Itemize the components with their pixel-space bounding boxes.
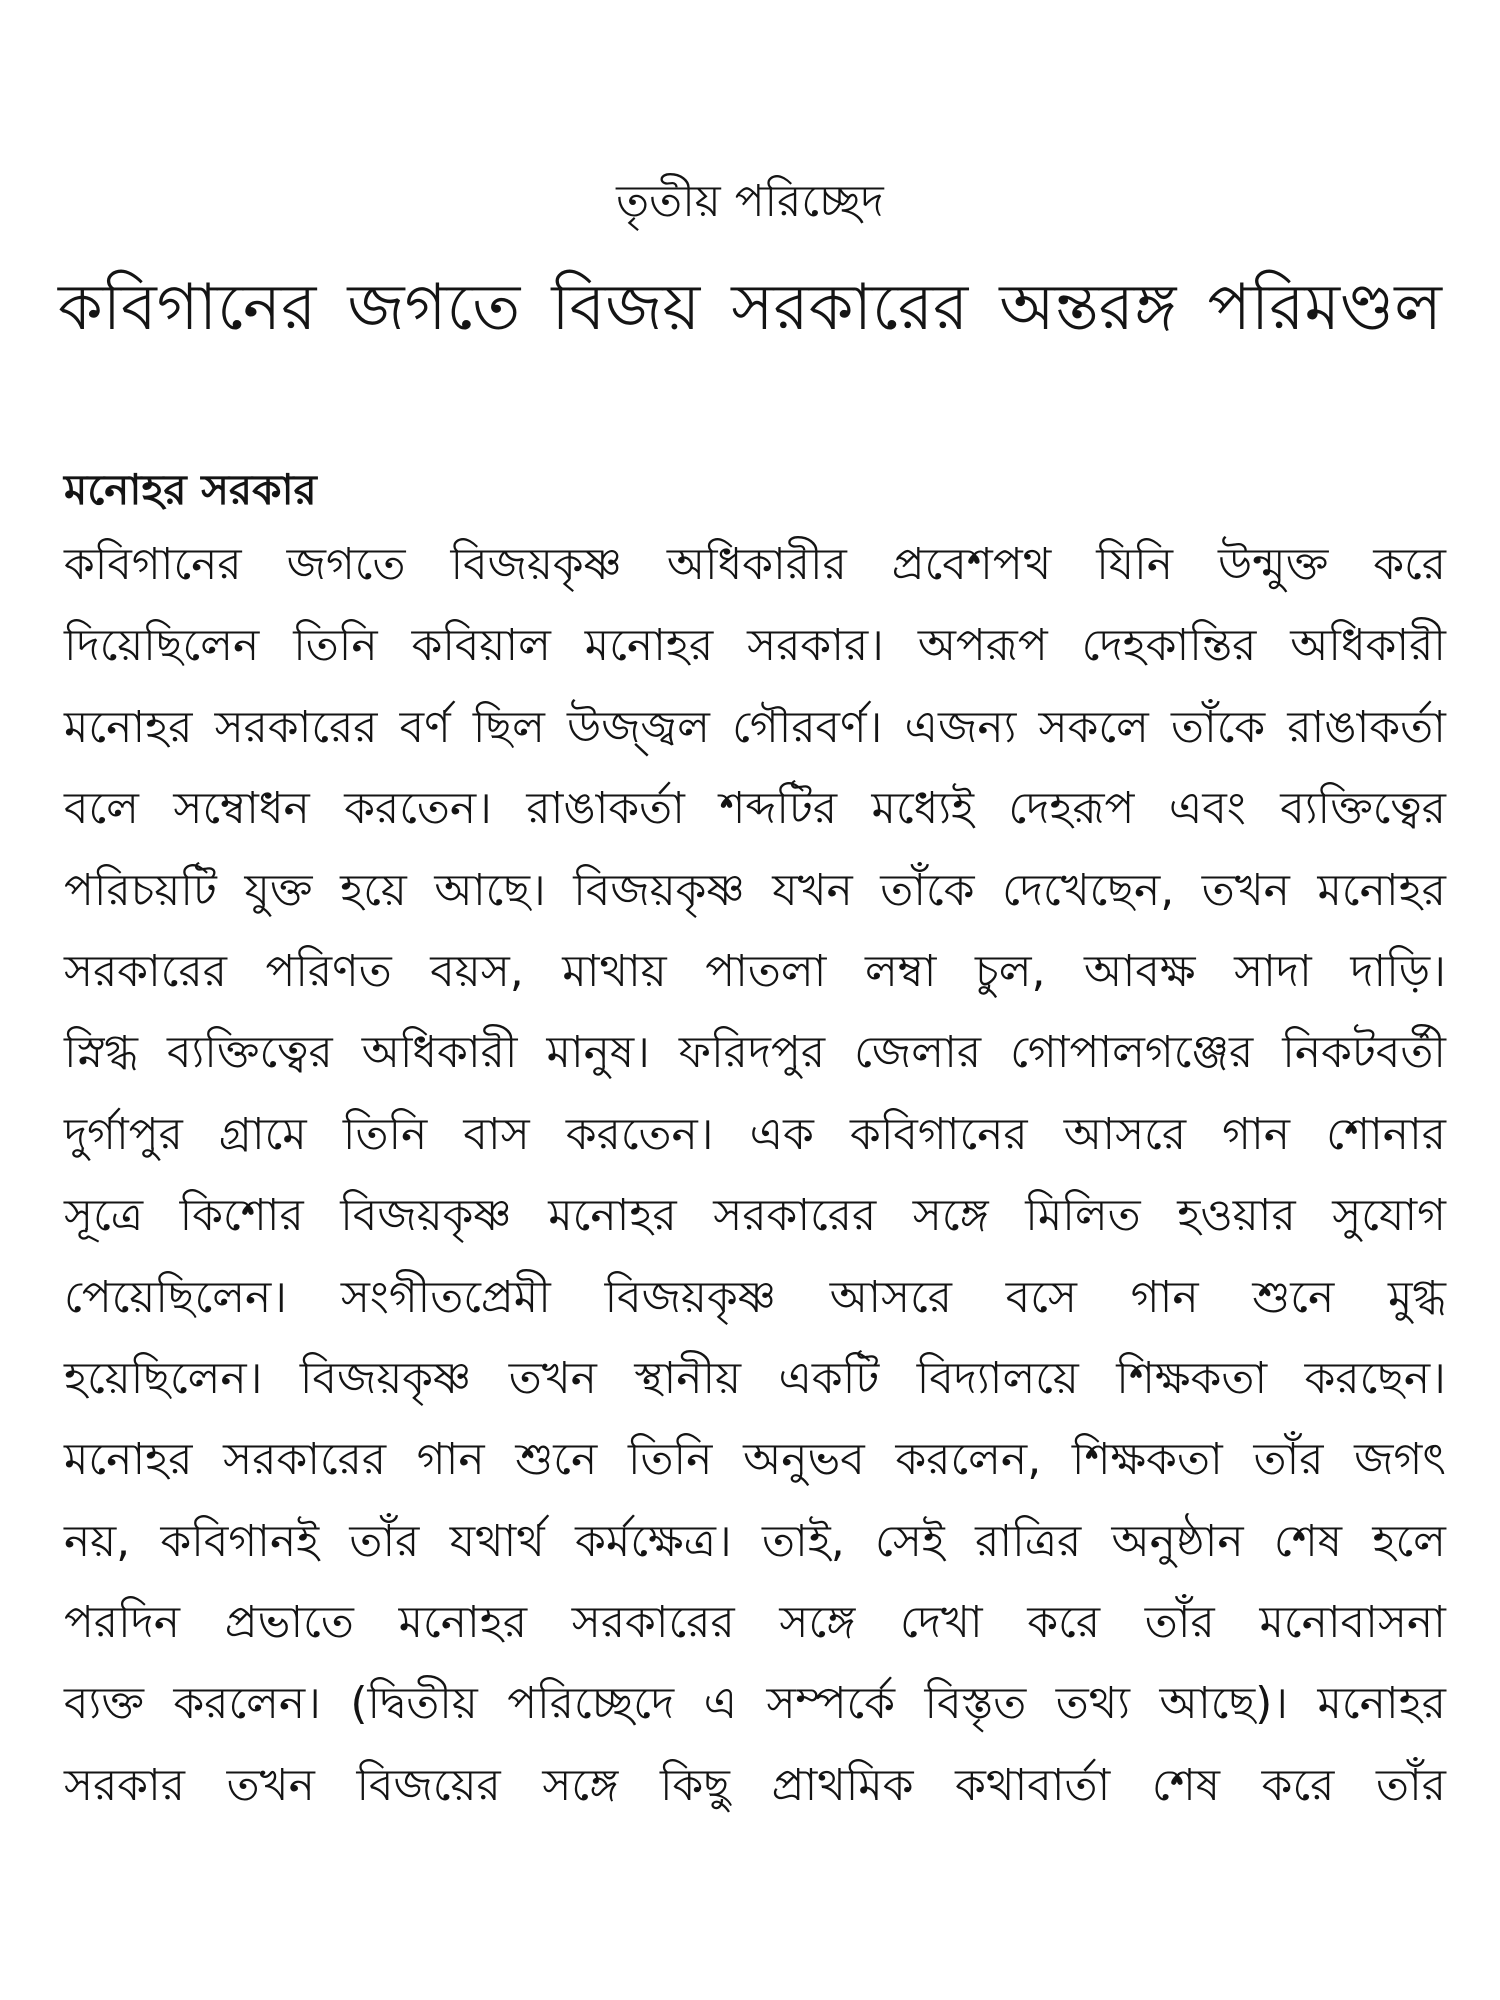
word: যুক্ত	[244, 864, 313, 916]
word: বিজয়কৃষ্ণ	[573, 864, 745, 916]
word: সঙ্গে	[542, 1759, 619, 1811]
word: স্নিগ্ধ	[64, 1027, 138, 1079]
word: শুনে	[1252, 1271, 1335, 1323]
word: মনোহর	[398, 1597, 528, 1649]
word: আছে।	[434, 864, 546, 916]
word: সরকার	[64, 1759, 186, 1811]
word: যথার্থ	[449, 1515, 545, 1567]
word: তাঁকে	[1170, 701, 1266, 753]
word: হয়েছিলেন।	[64, 1352, 263, 1404]
body-line	[64, 687, 1446, 768]
word: কবিগানের	[64, 539, 242, 590]
word: প্রাথমিক	[771, 1759, 914, 1811]
word: দেখেছেন,	[1002, 864, 1175, 916]
word: কিছু	[659, 1759, 730, 1811]
word: মনোহর	[64, 701, 193, 753]
word: হওয়ার	[1177, 1190, 1296, 1242]
word: তখন	[508, 1352, 597, 1404]
word: শেষ	[1151, 1759, 1221, 1811]
word: সেই	[875, 1515, 945, 1567]
body-line	[64, 931, 1446, 1012]
word: পরিণত	[265, 945, 392, 997]
word: করতেন।	[344, 783, 492, 835]
word: গ্রামে	[218, 1108, 307, 1160]
word: মিলিত	[1025, 1190, 1141, 1242]
word: গোপালগঞ্জের	[1010, 1027, 1254, 1079]
word: দেহকান্তির	[1081, 620, 1257, 672]
word: আসরে	[829, 1271, 952, 1323]
word: একটি	[778, 1352, 880, 1404]
word: সরকারের	[64, 945, 227, 997]
word: বসে	[1005, 1271, 1078, 1323]
word: নয়,	[64, 1515, 131, 1567]
word: রাঙাকর্তা	[526, 783, 685, 835]
word: সরকারের	[223, 1434, 387, 1486]
word: করে	[1027, 1597, 1101, 1649]
word: কবিগানের	[850, 1108, 1028, 1160]
word: মনোহর	[1317, 864, 1446, 916]
word: এক	[749, 1108, 814, 1160]
word: বিজয়কৃষ্ণ	[604, 1271, 776, 1323]
word: বিজয়কৃষ্ণ	[340, 1190, 512, 1242]
word: সঙ্গে	[779, 1597, 856, 1649]
word: বর্ণ	[399, 701, 451, 753]
word: অধিকারী	[361, 1027, 518, 1079]
word: তিনি	[293, 620, 378, 672]
word: সরকারের	[571, 1597, 735, 1649]
word: মুগ্ধ	[1388, 1271, 1446, 1323]
word: ফরিদপুর	[678, 1027, 826, 1079]
word: স্থানীয়	[634, 1352, 741, 1404]
word: সরকারের	[731, 271, 969, 345]
word: ছিল	[472, 701, 545, 753]
word: কিশোর	[179, 1190, 304, 1242]
word: আছে)।	[1159, 1678, 1289, 1730]
word: প্রবেশপথ	[891, 539, 1052, 590]
word: এজন্য	[904, 701, 1017, 753]
word: সরকারের	[214, 701, 378, 753]
word: ব্যক্তিত্বের	[166, 1027, 333, 1079]
word: বিদ্যালয়ে	[916, 1352, 1079, 1404]
word: করছেন।	[1304, 1352, 1446, 1404]
word: সরকার।	[747, 620, 884, 672]
word: লম্বা	[864, 945, 937, 997]
word: জগৎ	[1354, 1434, 1446, 1486]
word: বিজয়ের	[356, 1759, 501, 1811]
word: যখন	[772, 864, 853, 916]
word: মনোহর	[1317, 1678, 1446, 1730]
word: অপরূপ	[917, 620, 1048, 672]
word: বয়স,	[430, 945, 524, 997]
section-heading: মনোহর সরকার	[64, 465, 317, 514]
word: যিনি	[1096, 539, 1173, 590]
word: পাতলা	[705, 945, 827, 997]
body-line	[64, 1501, 1446, 1582]
chapter-label: তৃতীয় পরিচ্ছেদ	[616, 176, 884, 227]
word: শুনে	[515, 1434, 598, 1486]
word: গান	[1130, 1271, 1199, 1323]
word: তাই,	[762, 1515, 845, 1567]
word: পরিচ্ছেদে	[507, 1678, 675, 1730]
word: গান	[1222, 1108, 1291, 1160]
word: ব্যক্ত	[64, 1678, 144, 1730]
word: উজ্জ্বল	[567, 701, 710, 753]
word: কর্মক্ষেত্র।	[575, 1515, 732, 1567]
word: অধিকারী	[1290, 620, 1446, 672]
word: সরকারের	[713, 1190, 877, 1242]
word: প্রভাতে	[224, 1597, 354, 1649]
body-line	[64, 1257, 1446, 1338]
word: জগতে	[286, 539, 406, 590]
word: পরিমণ্ডল	[1207, 271, 1442, 345]
word: শিক্ষকতা	[1116, 1352, 1268, 1404]
body-line	[64, 1175, 1446, 1256]
word: কথাবার্তা	[955, 1759, 1111, 1811]
word: তথ্য	[1055, 1678, 1130, 1730]
body-line	[64, 605, 1446, 686]
word: জেলার	[854, 1027, 982, 1079]
word: রাঙাকর্তা	[1287, 701, 1446, 753]
word: তিনি	[342, 1108, 428, 1160]
word: তাঁর	[1375, 1759, 1446, 1811]
word: তাঁর	[1144, 1597, 1215, 1649]
word: তাঁর	[1253, 1434, 1324, 1486]
word: জগতে	[347, 271, 521, 345]
word: সম্পর্কে	[766, 1678, 896, 1730]
word: শব্দটির	[719, 783, 838, 835]
word: করলেন,	[895, 1434, 1042, 1486]
word: বিজয়	[551, 271, 701, 345]
word: মনোহর	[64, 1434, 193, 1486]
word: বিস্তৃত	[924, 1678, 1027, 1730]
word: বলে	[64, 783, 139, 835]
word: আবক্ষ	[1084, 945, 1196, 997]
word: তাঁর	[349, 1515, 420, 1567]
word: দুর্গাপুর	[64, 1108, 183, 1160]
word: গান	[416, 1434, 485, 1486]
word: মাথায়	[562, 945, 667, 997]
word: ব্যক্তিত্বের	[1280, 783, 1446, 835]
word: দেখা	[900, 1597, 983, 1649]
word: তাঁকে	[880, 864, 975, 916]
word: শেষ	[1273, 1515, 1343, 1567]
word: পেয়েছিলেন।	[64, 1271, 288, 1323]
chapter-title	[58, 268, 1442, 348]
word: সঙ্গে	[912, 1190, 989, 1242]
word: শোনার	[1326, 1108, 1446, 1160]
word: হয়ে	[340, 864, 407, 916]
word: দিয়েছিলেন	[64, 620, 260, 672]
word: অনুভব	[743, 1434, 865, 1486]
word: কবিয়াল	[411, 620, 551, 672]
body-line	[64, 1745, 1446, 1826]
word: পরিচয়টি	[64, 864, 217, 916]
word: নিকটবর্তী	[1282, 1027, 1446, 1079]
word: হলে	[1372, 1515, 1446, 1567]
word: (দ্বিতীয়	[350, 1678, 478, 1730]
word: চুল,	[974, 945, 1046, 997]
word: উন্মুক্ত	[1218, 539, 1329, 590]
word: এবং	[1168, 783, 1246, 835]
word: মনোহর	[584, 620, 714, 672]
word: অন্তরঙ্গ	[999, 271, 1177, 345]
word: মনোবাসনা	[1259, 1597, 1446, 1649]
body-line	[64, 1582, 1446, 1663]
word: দেহরূপ	[1008, 783, 1135, 835]
word: গৌরবর্ণ।	[732, 701, 883, 753]
word: তখন	[1201, 864, 1290, 916]
word: কবিগানের	[58, 271, 317, 345]
word: অনুষ্ঠান	[1111, 1515, 1244, 1567]
word: সুযোগ	[1332, 1190, 1446, 1242]
word: করে	[1373, 539, 1446, 590]
word: দাড়ি।	[1350, 945, 1446, 997]
word: এ	[703, 1678, 738, 1730]
body-line	[64, 850, 1446, 931]
body-line	[64, 524, 1446, 605]
word: শিক্ষকতা	[1071, 1434, 1223, 1486]
word: আসরে	[1063, 1108, 1187, 1160]
body-line	[64, 1012, 1446, 1093]
body-line	[64, 1663, 1446, 1744]
word: সূত্রে	[64, 1190, 144, 1242]
word: করলেন।	[173, 1678, 321, 1730]
body-line	[64, 1094, 1446, 1175]
body-line	[64, 768, 1446, 849]
word: বাস	[463, 1108, 530, 1160]
word: তখন	[226, 1759, 315, 1811]
word: রাত্রির	[975, 1515, 1082, 1567]
word: তিনি	[627, 1434, 713, 1486]
body-line	[64, 1419, 1446, 1500]
word: বিজয়কৃষ্ণ	[299, 1352, 472, 1404]
word: করতেন।	[565, 1108, 714, 1160]
word: সম্বোধন	[173, 783, 310, 835]
word: মানুষ।	[546, 1027, 650, 1079]
body-line	[64, 1338, 1446, 1419]
word: সংগীতপ্রেমী	[340, 1271, 551, 1323]
body-text	[64, 524, 1446, 1826]
word: অধিকারীর	[666, 539, 847, 590]
word: মনোহর	[548, 1190, 677, 1242]
word: সাদা	[1234, 945, 1312, 997]
word: মধ্যেই	[871, 783, 974, 835]
word: করে	[1261, 1759, 1335, 1811]
word: কবিগানই	[160, 1515, 320, 1567]
word: বিজয়কৃষ্ণ	[450, 539, 622, 590]
word: পরদিন	[64, 1597, 181, 1649]
word: সকলে	[1038, 701, 1149, 753]
